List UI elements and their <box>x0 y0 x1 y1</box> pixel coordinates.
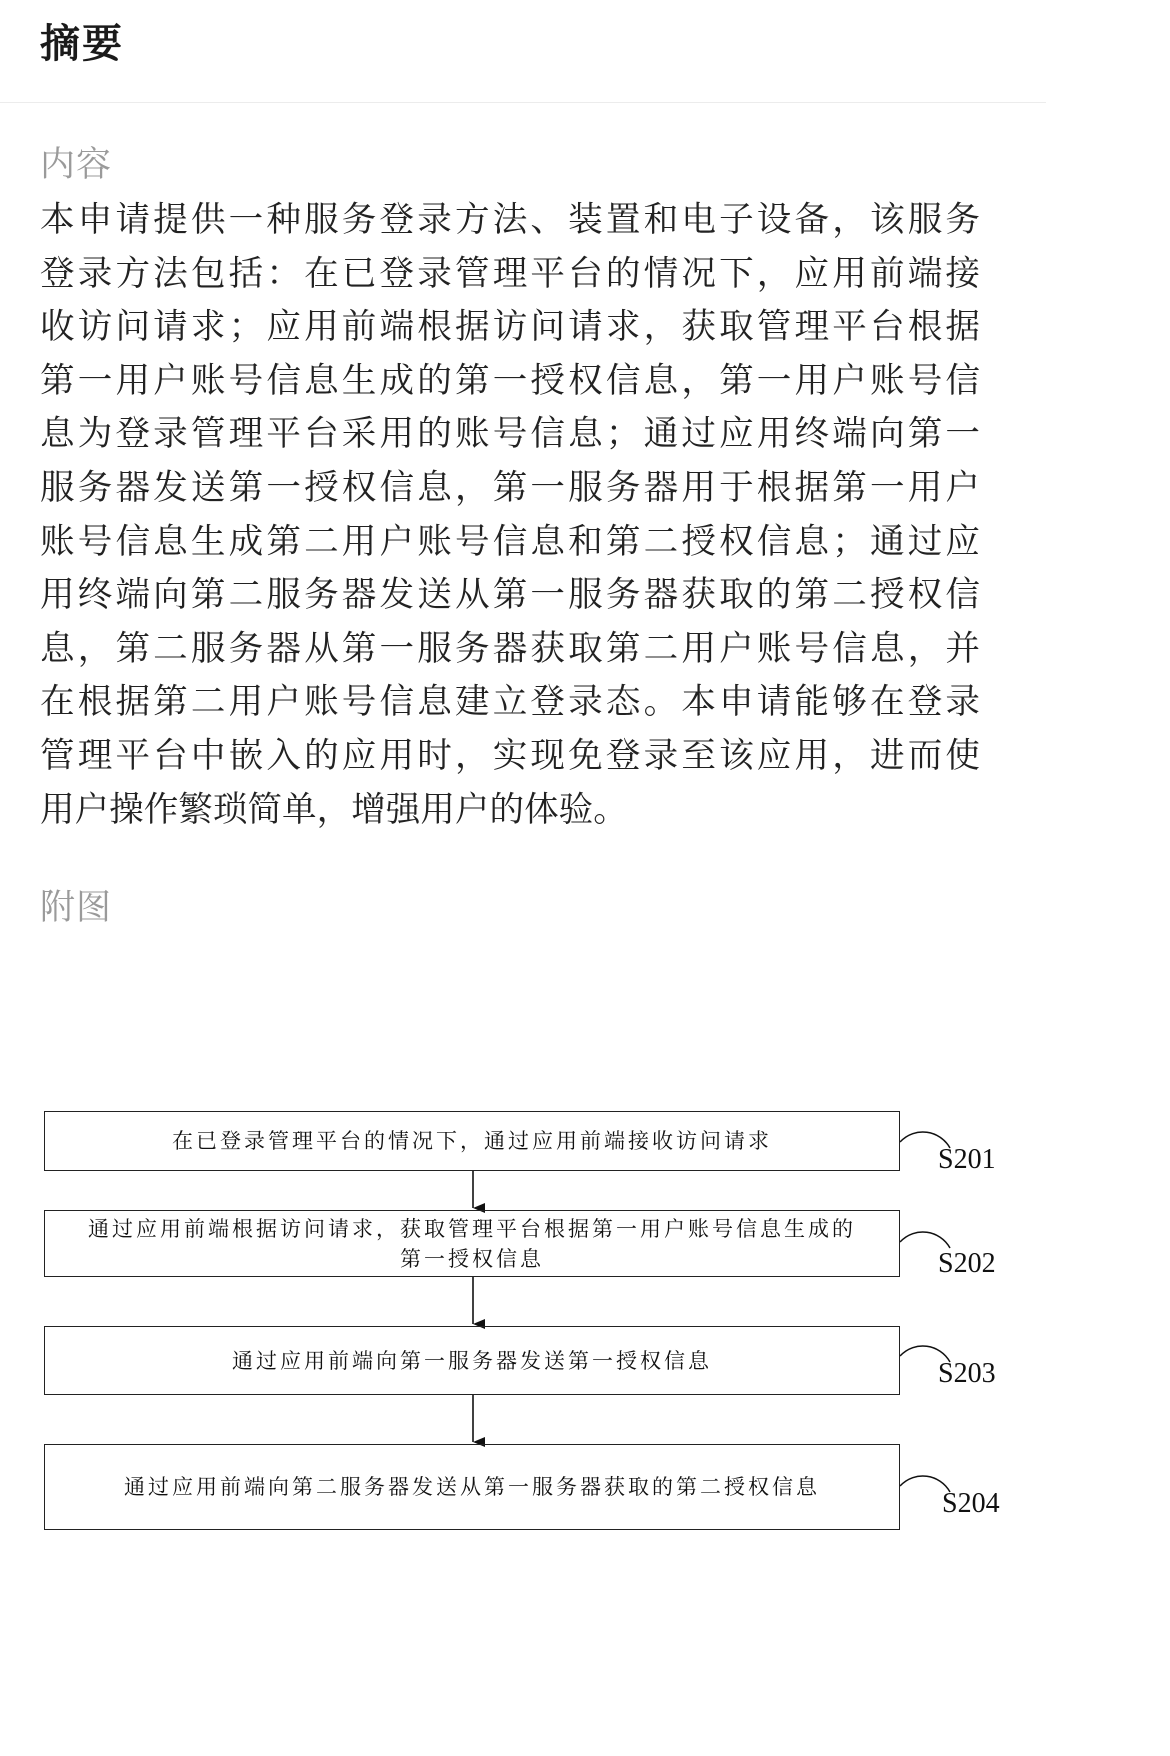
flow-step-box <box>44 1444 900 1530</box>
abstract-line: 服务器发送第一授权信息，第一服务器用于根据第一用户 <box>40 467 980 508</box>
flow-step-box <box>44 1210 900 1277</box>
abstract-line: 管理平台中嵌入的应用时，实现免登录至该应用，进而使 <box>40 735 980 776</box>
step-id-label: S203 <box>938 1358 996 1389</box>
abstract-line: 用终端向第二服务器发送从第一服务器获取的第二授权信 <box>40 575 980 616</box>
abstract-line: 息，第二服务器从第一服务器获取第二用户账号信息，并 <box>40 628 980 669</box>
content-section-label: 内容 <box>40 145 113 185</box>
flow-step-text: 通过应用前端根据访问请求，获取管理平台根据第一用户账号信息生成的 <box>88 1216 856 1241</box>
abstract-line: 登录方法包括：在已登录管理平台的情况下，应用前端接 <box>40 253 980 294</box>
abstract-line: 本申请提供一种服务登录方法、装置和电子设备，该服务 <box>40 200 980 240</box>
flowchart-figure <box>0 1090 1046 1559</box>
abstract-line: 账号信息生成第二用户账号信息和第二授权信息；通过应 <box>40 521 980 562</box>
page-header <box>0 0 1046 103</box>
abstract-text <box>40 194 980 837</box>
step-id-label: S201 <box>938 1144 996 1175</box>
abstract-line: 在根据第二用户账号信息建立登录态。本申请能够在登录 <box>40 682 980 723</box>
step-id-label: S202 <box>938 1248 996 1279</box>
step-leader <box>900 1232 950 1248</box>
abstract-line: 收访问请求；应用前端根据访问请求，获取管理平台根据 <box>40 307 980 348</box>
flow-step-text-block <box>88 1214 856 1274</box>
abstract-line: 第一用户账号信息生成的第一授权信息，第一用户账号信 <box>40 360 980 401</box>
flow-step-text: 通过应用前端向第一服务器发送第一授权信息 <box>232 1348 712 1373</box>
abstract-line: 息为登录管理平台采用的账号信息；通过应用终端向第一 <box>40 414 980 455</box>
figure-section-label: 附图 <box>40 888 113 928</box>
flow-step-box <box>44 1326 900 1395</box>
flow-step-text: 第一授权信息 <box>400 1246 544 1271</box>
step-id-label: S204 <box>942 1488 1000 1519</box>
abstract-line: 用户操作繁琐简单，增强用户的体验。 <box>40 789 628 830</box>
flow-step-text: 通过应用前端向第二服务器发送从第一服务器获取的第二授权信息 <box>124 1475 820 1499</box>
flow-step-text: 在已登录管理平台的情况下，通过应用前端接收访问请求 <box>172 1129 772 1153</box>
flow-step-box <box>44 1111 900 1171</box>
page-title: 摘要 <box>40 21 124 67</box>
